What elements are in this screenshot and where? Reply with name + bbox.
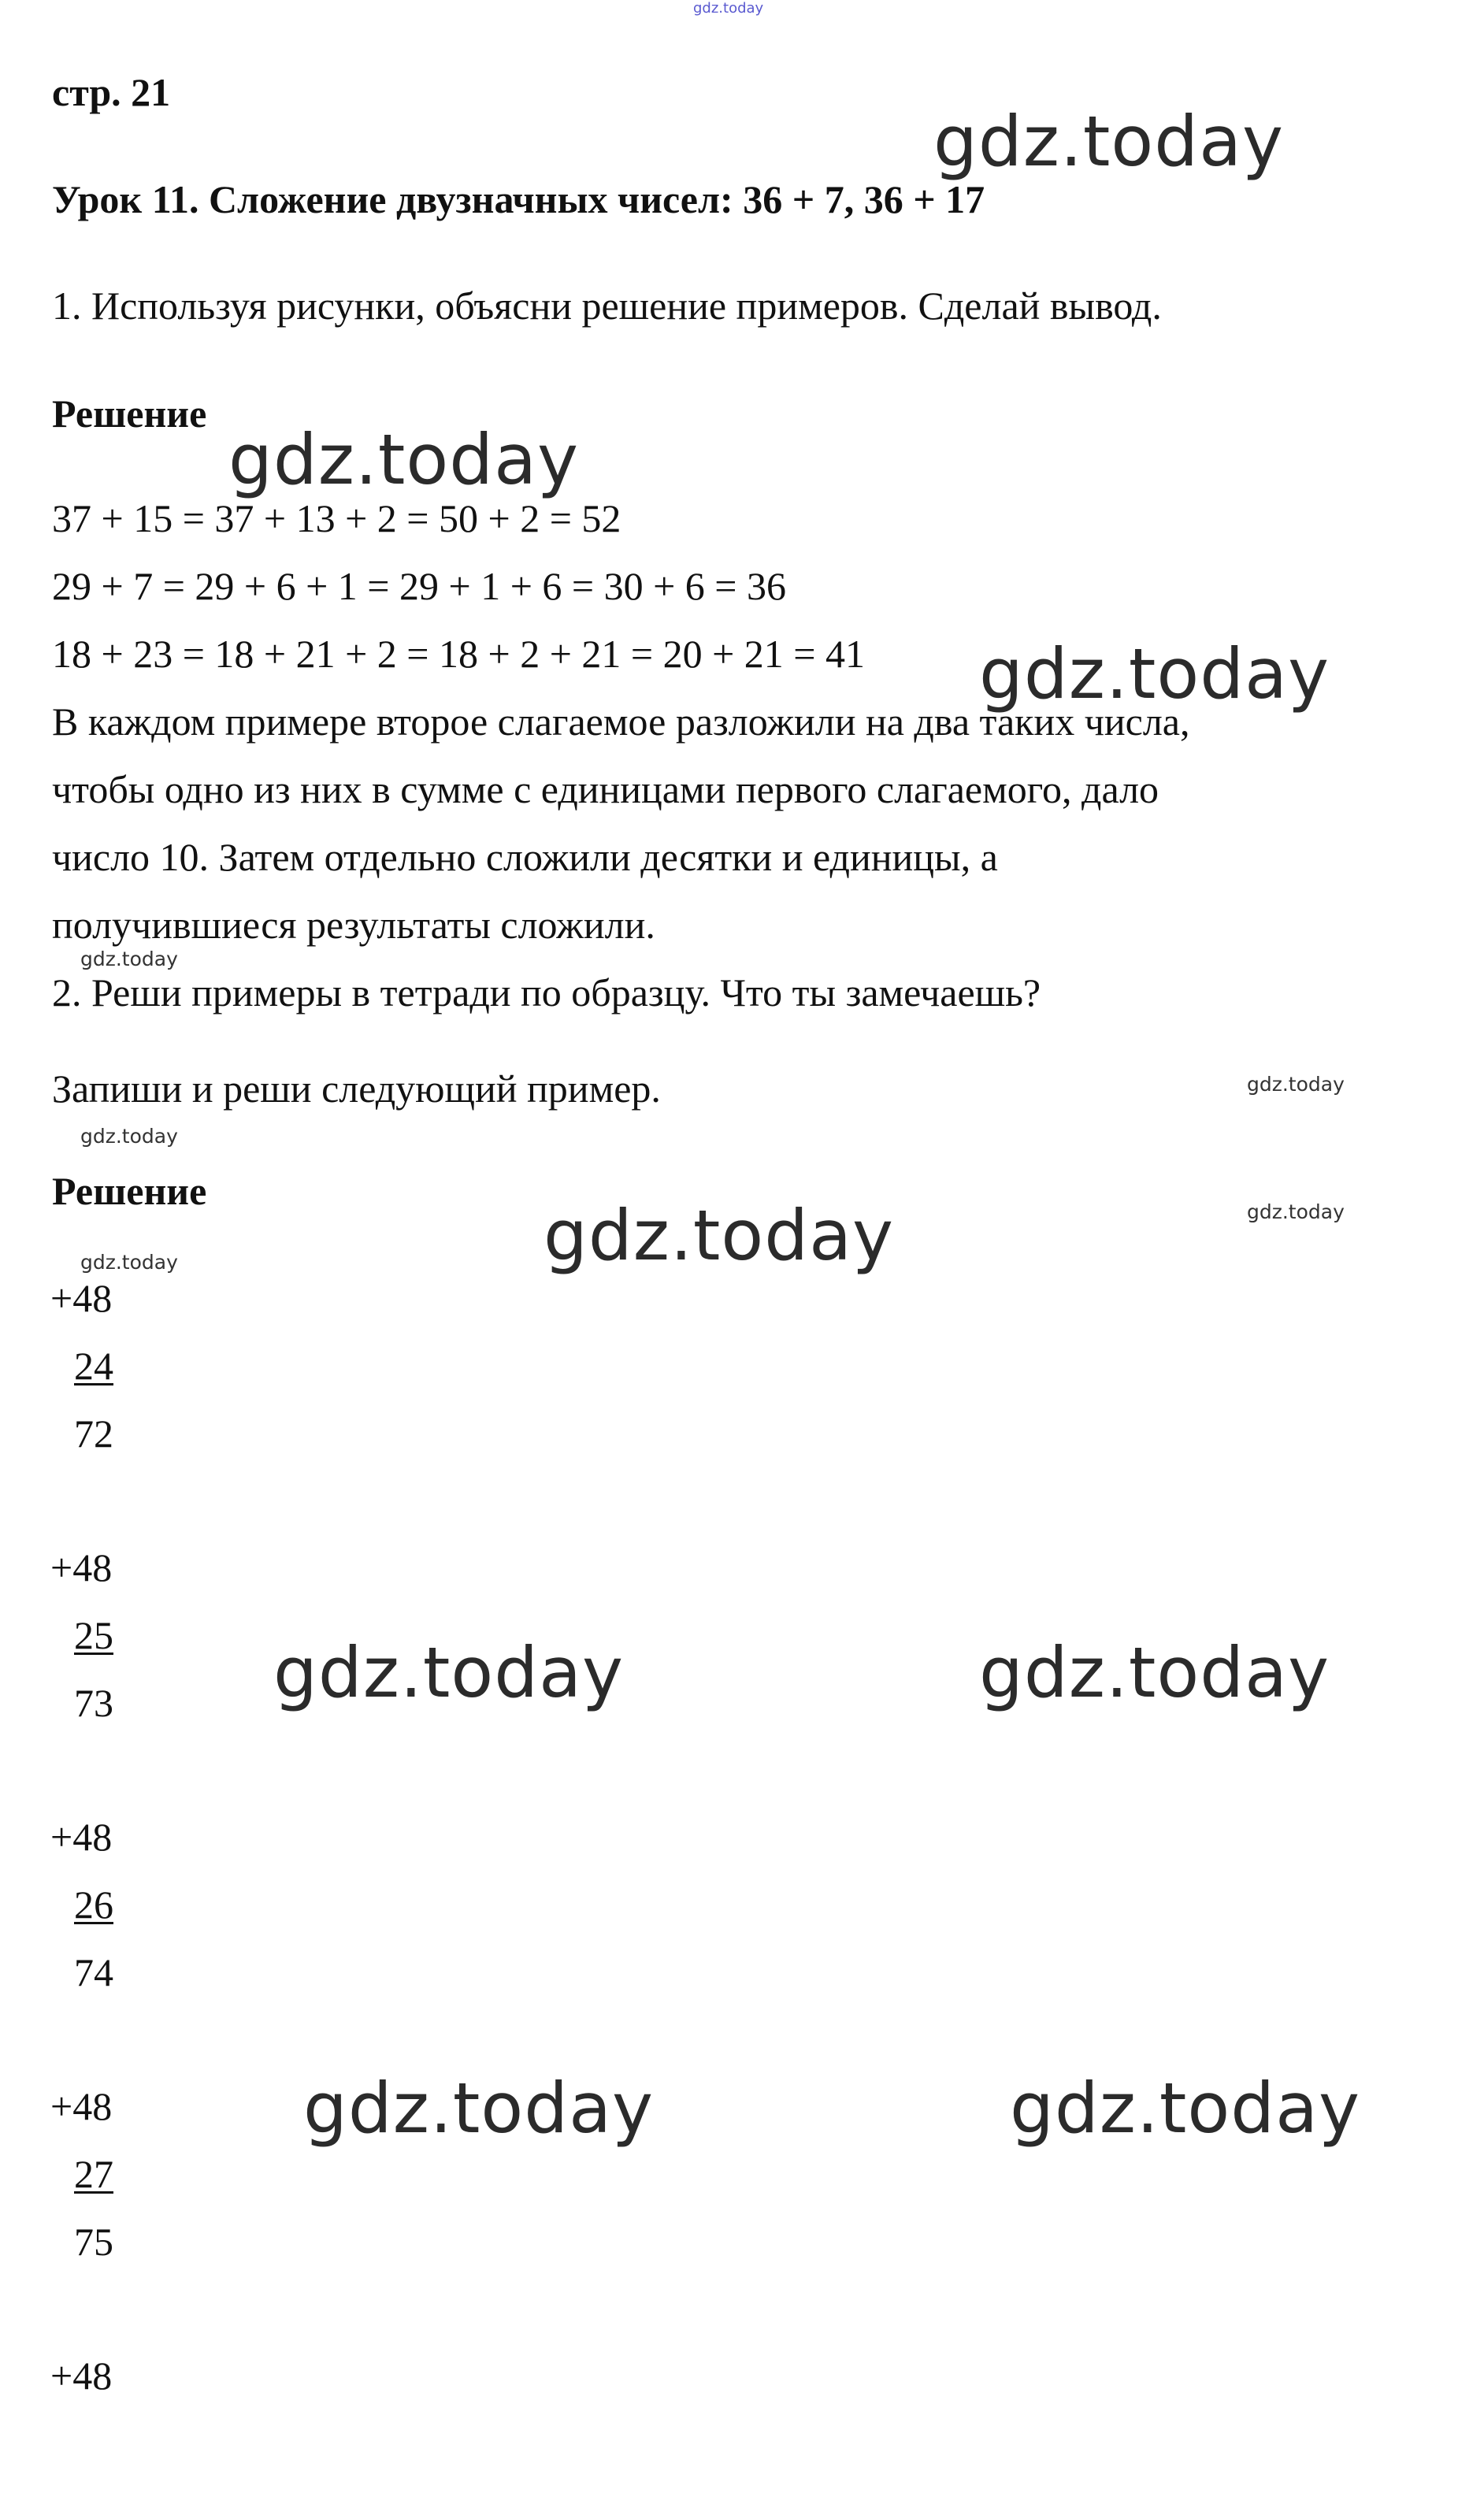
- task1-conclusion-line: получившиеся результаты сложили.: [52, 903, 655, 947]
- watermark: gdz.today: [979, 633, 1330, 714]
- page-label: стр. 21: [52, 70, 171, 114]
- task1-prompt: 1. Используя рисунки, объясни решение примеров. Сделай вывод.: [52, 284, 1162, 328]
- task2-prompt: 2. Реши примеры в тетради по образцу. Что ты замечаешь?: [52, 970, 1041, 1015]
- watermark-top: gdz.today: [693, 0, 764, 17]
- first-addend: +48: [50, 1276, 113, 1320]
- task1-solution-heading: Решение: [52, 391, 207, 436]
- task1-conclusion-line: число 10. Затем отдельно сложили десятки и единицы, а: [52, 835, 998, 879]
- second-addend: 25: [74, 1613, 113, 1657]
- first-addend: +48: [50, 1545, 113, 1589]
- task1-conclusion-line: чтобы одно из них в сумме с единицами первого слагаемого, дало: [52, 767, 1159, 811]
- watermark-small: gdz.today: [1247, 1073, 1345, 1096]
- watermark: gdz.today: [933, 101, 1285, 182]
- task2-extra: Запиши и реши следующий пример.: [52, 1066, 661, 1111]
- sum-result: 72: [74, 1411, 113, 1456]
- watermark-small: gdz.today: [80, 1125, 178, 1148]
- second-addend: 24: [74, 1344, 113, 1388]
- sum-result: 73: [74, 1681, 113, 1725]
- watermark: gdz.today: [228, 419, 580, 500]
- watermark-small: gdz.today: [80, 948, 178, 970]
- first-addend: +48: [50, 1815, 113, 1859]
- second-addend: 27: [74, 2152, 113, 2196]
- watermark-small: gdz.today: [80, 1251, 178, 1274]
- task1-equation: 18 + 23 = 18 + 21 + 2 = 18 + 2 + 21 = 20 + 21 = 41: [52, 632, 865, 676]
- sum-result: 74: [74, 1950, 113, 1994]
- second-addend: 26: [74, 1883, 113, 1927]
- watermark: gdz.today: [273, 1632, 625, 1713]
- lesson-title: Урок 11. Сложение двузначных чисел: 36 + 7, 36 + 17: [52, 177, 985, 221]
- watermark: gdz.today: [1010, 2068, 1361, 2149]
- watermark: gdz.today: [303, 2068, 655, 2149]
- task1-equation: 29 + 7 = 29 + 6 + 1 = 29 + 1 + 6 = 30 + 6 = 36: [52, 564, 786, 608]
- task2-solution-heading: Решение: [52, 1169, 207, 1213]
- first-addend: +48: [50, 2354, 113, 2398]
- task1-equation: 37 + 15 = 37 + 13 + 2 = 50 + 2 = 52: [52, 496, 621, 540]
- first-addend: +48: [50, 2084, 113, 2128]
- watermark: gdz.today: [544, 1195, 895, 1276]
- task1-conclusion-line: В каждом примере второе слагаемое разложили на два таких числа,: [52, 699, 1190, 744]
- watermark-small: gdz.today: [1247, 1200, 1345, 1223]
- watermark: gdz.today: [979, 1632, 1330, 1713]
- sum-result: 75: [74, 2220, 113, 2264]
